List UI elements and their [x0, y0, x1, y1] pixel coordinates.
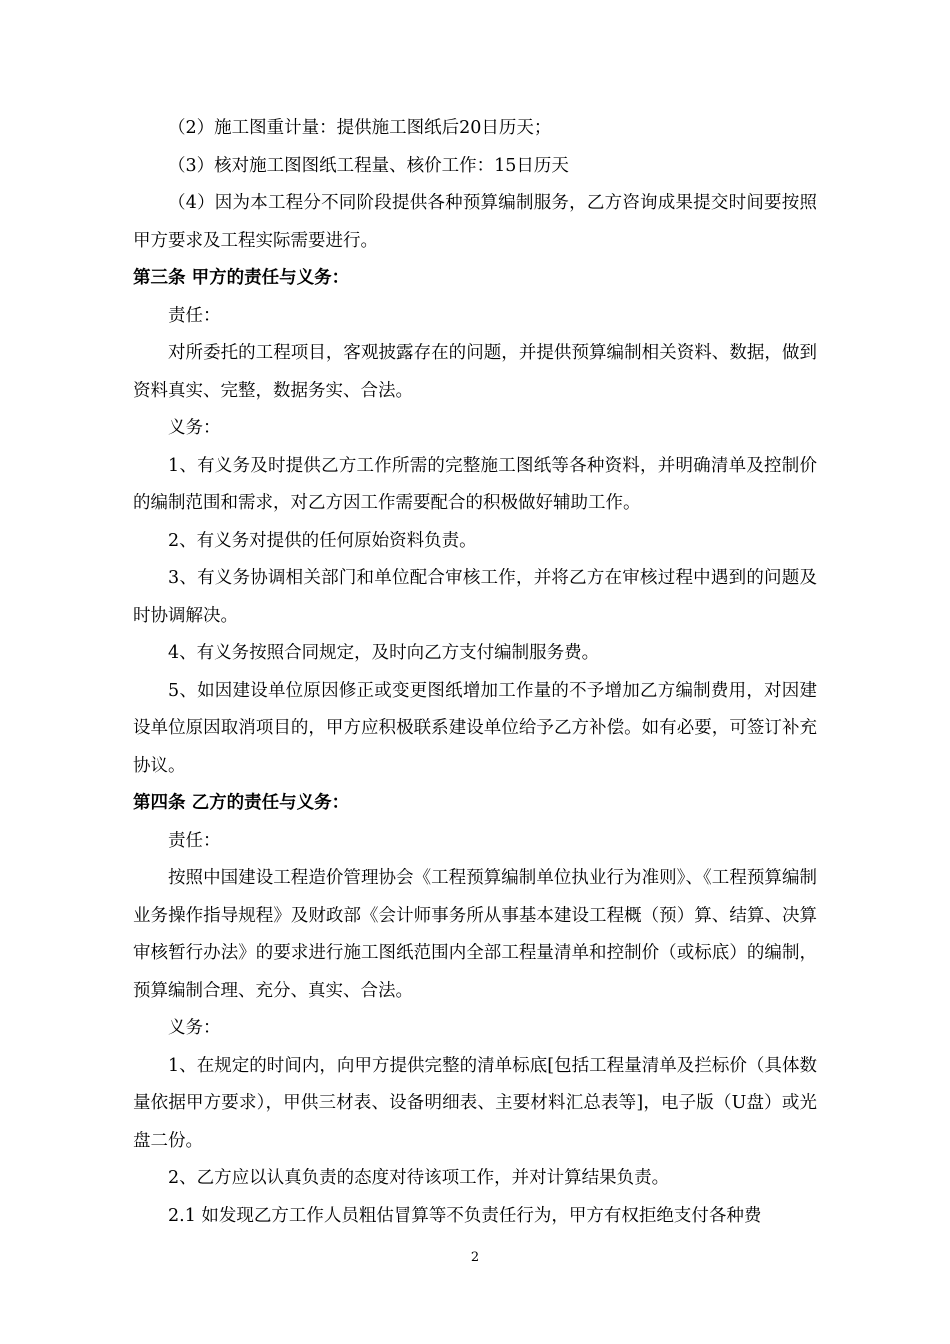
article-3-obligation-3: 3、有义务协调相关部门和单位配合审核工作，并将乙方在审核过程中遇到的问题及时协调解决。	[133, 568, 817, 626]
paragraph-schedule-4: （4）因为本工程分不同阶段提供各种预算编制服务，乙方咨询成果提交时间要按照甲方要求及工程实际需要进行。	[133, 193, 817, 251]
article-4-obligation-label: 义务：	[168, 1018, 221, 1038]
document-body	[133, 110, 817, 1235]
article-3-responsibility-text: 对所委托的工程项目，客观披露存在的问题，并提供预算编制相关资料、数据，做到资料真实、完整，数据务实、合法。	[133, 343, 817, 401]
article-3-heading: 第三条 甲方的责任与义务：	[133, 268, 350, 288]
article-4-responsibility-label: 责任：	[168, 830, 221, 851]
article-3-obligation-5: 5、如因建设单位原因修正或变更图纸增加工作量的不予增加乙方编制费用，对因建设单位原因取消项目的，甲方应积极联系建设单位给予乙方补偿。如有必要，可签订补充协议。	[133, 680, 817, 776]
article-4-responsibility-text: 按照中国建设工程造价管理协会《工程预算编制单位执业行为准则》、《工程预算编制业务操作指导规程》及财政部《会计师事务所从事基本建设工程概（预）算、结算、决算审核暂行办法》的要求进行施工图纸范围内全部工程量清单和控制价（或标底）的编制，预算编制合理、充分、真实、合法。	[133, 868, 817, 1001]
paragraph-schedule-2: （2）施工图重计量：提供施工图纸后20日历天；	[168, 118, 552, 138]
article-4-obligation-2: 2、乙方应以认真负责的态度对待该项工作，并对计算结果负责。	[168, 1168, 670, 1188]
article-3-obligation-2: 2、有义务对提供的任何原始资料负责。	[168, 530, 477, 551]
article-4-obligation-1: 1、在规定的时间内，向甲方提供完整的清单标底[包括工程量清单及拦标价（具体数量依据甲方要求），甲供三材表、设备明细表、主要材料汇总表等]，电子版（U盘）或光盘二份。	[133, 1055, 817, 1151]
article-3-obligation-1: 1、有义务及时提供乙方工作所需的完整施工图纸等各种资料，并明确清单及控制价的编制范围和需求，对乙方因工作需要配合的积极做好辅助工作。	[133, 455, 817, 513]
article-3-obligation-label: 义务：	[168, 418, 221, 438]
article-4-heading: 第四条 乙方的责任与义务：	[133, 793, 350, 813]
article-3-responsibility-label: 责任：	[168, 305, 221, 326]
paragraph-schedule-3: （3）核对施工图图纸工程量、核价工作：15日历天	[168, 155, 569, 176]
article-4-obligation-2-1: 2.1 如发现乙方工作人员粗估冒算等不负责任行为，甲方有权拒绝支付各种费	[168, 1205, 762, 1226]
article-3-obligation-4: 4、有义务按照合同规定，及时向乙方支付编制服务费。	[168, 643, 600, 663]
page-number: 2	[470, 1250, 480, 1265]
